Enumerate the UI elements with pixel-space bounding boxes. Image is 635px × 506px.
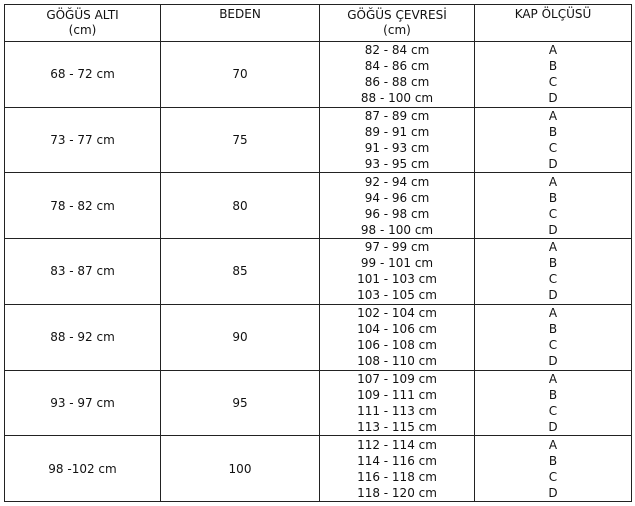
bust-range: 92 - 94 cm	[364, 174, 430, 189]
bust-range: 99 - 101 cm	[360, 256, 434, 271]
bust-range: 91 - 93 cm	[364, 141, 430, 156]
table-row	[5, 436, 632, 502]
header-row	[5, 5, 632, 42]
cup-letter: B	[548, 125, 558, 140]
cup-letter: A	[548, 109, 558, 124]
table-row	[5, 239, 632, 305]
bust-cell	[320, 107, 475, 173]
table-body	[5, 42, 632, 502]
underbust-cell: 73 - 77 cm	[5, 107, 161, 173]
bra-size-table	[4, 4, 632, 502]
cup-letter: B	[548, 322, 558, 337]
cup-letter: D	[548, 157, 558, 172]
cup-cell	[475, 239, 632, 305]
cup-letter: D	[548, 91, 558, 106]
bust-range: 97 - 99 cm	[364, 240, 430, 255]
header-bust-unit: (cm)	[383, 23, 411, 37]
underbust-cell: 98 -102 cm	[5, 436, 161, 502]
header-bust	[320, 5, 475, 42]
header-underbust-unit: (cm)	[68, 23, 97, 37]
cup-letter: A	[548, 437, 558, 452]
cup-letter: A	[548, 240, 558, 255]
cup-letter: B	[548, 387, 558, 402]
cup-letter: B	[548, 453, 558, 468]
bust-range: 96 - 98 cm	[364, 206, 430, 221]
cup-letter: C	[548, 469, 558, 484]
bust-range: 104 - 106 cm	[357, 322, 437, 337]
bust-cell	[320, 239, 475, 305]
cup-letter: A	[548, 371, 558, 386]
cup-letter: B	[548, 59, 558, 74]
table-row	[5, 370, 632, 436]
cup-letter: A	[548, 43, 558, 58]
cup-letter: D	[548, 222, 558, 237]
header-cup-label: KAP ÖLÇÜSÜ	[514, 7, 592, 21]
cup-cell	[475, 304, 632, 370]
bust-range: 116 - 118 cm	[357, 469, 437, 484]
cup-letter: D	[548, 354, 558, 369]
bust-cell	[320, 304, 475, 370]
cup-letter: C	[548, 141, 558, 156]
cup-letter: C	[548, 206, 558, 221]
bust-cell	[320, 436, 475, 502]
bust-range: 106 - 108 cm	[357, 338, 437, 353]
cup-letter: A	[548, 306, 558, 321]
bust-range: 87 - 89 cm	[364, 109, 430, 124]
bust-range: 107 - 109 cm	[357, 371, 437, 386]
cup-letter: B	[548, 190, 558, 205]
bust-cell	[320, 42, 475, 108]
header-underbust	[5, 5, 161, 42]
bust-cell	[320, 173, 475, 239]
underbust-cell: 68 - 72 cm	[5, 42, 161, 108]
bust-range: 89 - 91 cm	[364, 125, 430, 140]
bust-cell	[320, 370, 475, 436]
cup-letter: D	[548, 485, 558, 500]
bust-range: 101 - 103 cm	[357, 272, 437, 287]
bust-range: 88 - 100 cm	[360, 91, 434, 106]
cup-letter: C	[548, 403, 558, 418]
size-cell: 70	[161, 42, 320, 108]
underbust-cell: 88 - 92 cm	[5, 304, 161, 370]
bust-range: 94 - 96 cm	[364, 190, 430, 205]
size-cell: 85	[161, 239, 320, 305]
size-cell: 100	[161, 436, 320, 502]
bust-range: 108 - 110 cm	[357, 354, 437, 369]
bust-range: 82 - 84 cm	[364, 43, 430, 58]
cup-letter: C	[548, 272, 558, 287]
bust-range: 112 - 114 cm	[357, 437, 437, 452]
table-row	[5, 304, 632, 370]
size-cell: 90	[161, 304, 320, 370]
cup-cell	[475, 436, 632, 502]
cup-letter: C	[548, 75, 558, 90]
bust-range: 103 - 105 cm	[357, 288, 437, 303]
header-size-label: BEDEN	[219, 7, 261, 21]
table-row	[5, 173, 632, 239]
cup-letter: D	[548, 288, 558, 303]
header-cup	[475, 5, 632, 42]
bust-range: 84 - 86 cm	[364, 59, 430, 74]
bust-range: 93 - 95 cm	[364, 157, 430, 172]
bust-range: 102 - 104 cm	[357, 306, 437, 321]
bust-range: 86 - 88 cm	[364, 75, 430, 90]
underbust-cell: 83 - 87 cm	[5, 239, 161, 305]
cup-cell	[475, 107, 632, 173]
cup-cell	[475, 42, 632, 108]
bust-range: 114 - 116 cm	[357, 453, 437, 468]
bust-range: 111 - 113 cm	[357, 403, 437, 418]
bust-range: 98 - 100 cm	[360, 222, 434, 237]
cup-cell	[475, 173, 632, 239]
underbust-cell: 78 - 82 cm	[5, 173, 161, 239]
cup-letter: B	[548, 256, 558, 271]
size-cell: 95	[161, 370, 320, 436]
header-bust-label: GÖĞÜS ÇEVRESİ	[347, 8, 447, 22]
underbust-cell: 93 - 97 cm	[5, 370, 161, 436]
bust-range: 118 - 120 cm	[357, 485, 437, 500]
cup-cell	[475, 370, 632, 436]
table-row	[5, 42, 632, 108]
cup-letter: C	[548, 338, 558, 353]
bust-range: 113 - 115 cm	[357, 419, 437, 434]
header-underbust-label: GÖĞÜS ALTI	[46, 8, 119, 22]
size-cell: 75	[161, 107, 320, 173]
table-row	[5, 107, 632, 173]
size-cell: 80	[161, 173, 320, 239]
header-size	[161, 5, 320, 42]
bust-range: 109 - 111 cm	[357, 387, 437, 402]
cup-letter: A	[548, 174, 558, 189]
cup-letter: D	[548, 419, 558, 434]
